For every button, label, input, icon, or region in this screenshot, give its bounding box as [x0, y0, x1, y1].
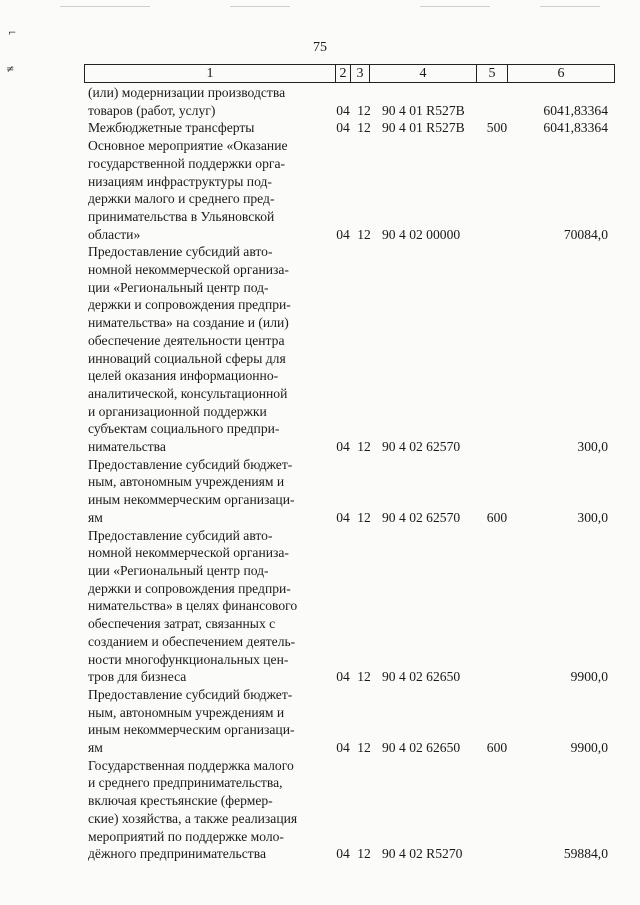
budget-table-body — [88, 84, 608, 863]
header-col-3: 3 — [351, 65, 370, 83]
row-expense-type: 600 — [486, 509, 508, 525]
row-section-code: 04 — [336, 120, 350, 136]
table-row — [88, 456, 608, 527]
row-description: Предоставление субсидий бюджет- ным, автономным учреждениям и иным некоммерческим организаци- ям — [88, 456, 295, 525]
row-section-code: 04 — [336, 439, 350, 455]
table-row — [88, 527, 608, 686]
table-row — [88, 119, 608, 137]
row-subsection-code: 12 — [357, 439, 371, 455]
row-subsection-code: 12 — [357, 120, 371, 136]
row-subsection-code: 12 — [357, 509, 371, 525]
header-col-1: 1 — [85, 65, 336, 83]
row-amount: 6041,83364 — [543, 120, 608, 136]
header-col-5: 5 — [477, 65, 508, 83]
table-row — [88, 243, 608, 455]
row-subsection-code: 12 — [357, 226, 371, 242]
row-subsection-code: 12 — [357, 846, 371, 862]
row-description: Предоставление субсидий авто- номной некоммерческой организа- ции «Региональный центр под- держки и сопровождения предпри- нимательства» в целях финансового обеспечения затрат, связанных с созданием и обеспечением деятель- ности многофункциональных цен- тров для бизнеса — [88, 527, 298, 685]
row-subsection-code: 12 — [357, 669, 371, 685]
row-target-article: 90 4 02 R5270 — [382, 846, 463, 862]
header-col-4: 4 — [370, 65, 477, 83]
row-description: Предоставление субсидий авто- номной некоммерческой организа- ции «Региональный центр под- держки и сопровождения предпри- нимательства» на создание и (или) обеспечение деятельности центра инноваций социальной сферы для целей оказания информационно- аналитической, консультационной и организационной поддержки субъектам социального предпри- нимательства — [88, 244, 291, 455]
row-amount: 59884,0 — [563, 846, 608, 862]
row-description: (или) модернизации производства товаров (работ, услуг) — [88, 85, 286, 118]
header-col-6: 6 — [508, 65, 615, 83]
row-description: Межбюджетные трансферты — [88, 120, 255, 136]
table-row — [88, 84, 608, 119]
row-subsection-code: 12 — [357, 740, 371, 756]
row-amount: 9900,0 — [570, 740, 608, 756]
scan-artifact-line — [540, 6, 600, 7]
row-amount: 6041,83364 — [543, 102, 608, 118]
row-amount: 70084,0 — [563, 226, 608, 242]
table-row — [88, 137, 608, 243]
scan-artifact-line — [420, 6, 490, 7]
margin-mark: ≠ — [6, 64, 15, 75]
row-target-article: 90 4 02 62650 — [382, 669, 461, 685]
scan-artifact-line — [230, 6, 290, 7]
row-target-article: 90 4 01 R527B — [382, 120, 465, 136]
row-expense-type: 600 — [486, 740, 508, 756]
scan-artifact-line — [60, 6, 150, 7]
row-target-article: 90 4 02 62570 — [382, 439, 461, 455]
row-section-code: 04 — [336, 846, 350, 862]
row-amount: 300,0 — [577, 509, 608, 525]
row-amount: 9900,0 — [570, 669, 608, 685]
table-row — [88, 757, 608, 863]
header-col-2: 2 — [336, 65, 351, 83]
row-amount: 300,0 — [577, 439, 608, 455]
row-description: Государственная поддержка малого и среднего предпринимательства, включая крестьянские (фермер- ские) хозяйства, а также реализация мероприятий по поддержке моло- дёжного предпринимательства — [88, 757, 298, 862]
row-target-article: 90 4 02 00000 — [382, 226, 461, 242]
row-section-code: 04 — [336, 226, 350, 242]
row-description: Предоставление субсидий бюджет- ным, автономным учреждениям и иным некоммерческим организаци- ям — [88, 686, 295, 756]
row-subsection-code: 12 — [357, 102, 371, 118]
column-header-table — [84, 64, 615, 83]
page-number: 75 — [313, 40, 327, 55]
row-section-code: 04 — [336, 669, 350, 685]
row-target-article: 90 4 02 62650 — [382, 740, 461, 756]
row-expense-type: 500 — [486, 120, 508, 136]
margin-mark: ⌐ — [8, 28, 17, 39]
row-section-code: 04 — [336, 740, 350, 756]
row-description: Основное мероприятие «Оказание государственной поддержки орга- низациям инфраструктуры под- держки малого и среднего пред- принимательства в Ульяновской области» — [88, 138, 288, 242]
table-row — [88, 686, 608, 757]
row-target-article: 90 4 01 R527B — [382, 102, 465, 118]
row-target-article: 90 4 02 62570 — [382, 509, 461, 525]
row-section-code: 04 — [336, 102, 350, 118]
row-section-code: 04 — [336, 509, 350, 525]
